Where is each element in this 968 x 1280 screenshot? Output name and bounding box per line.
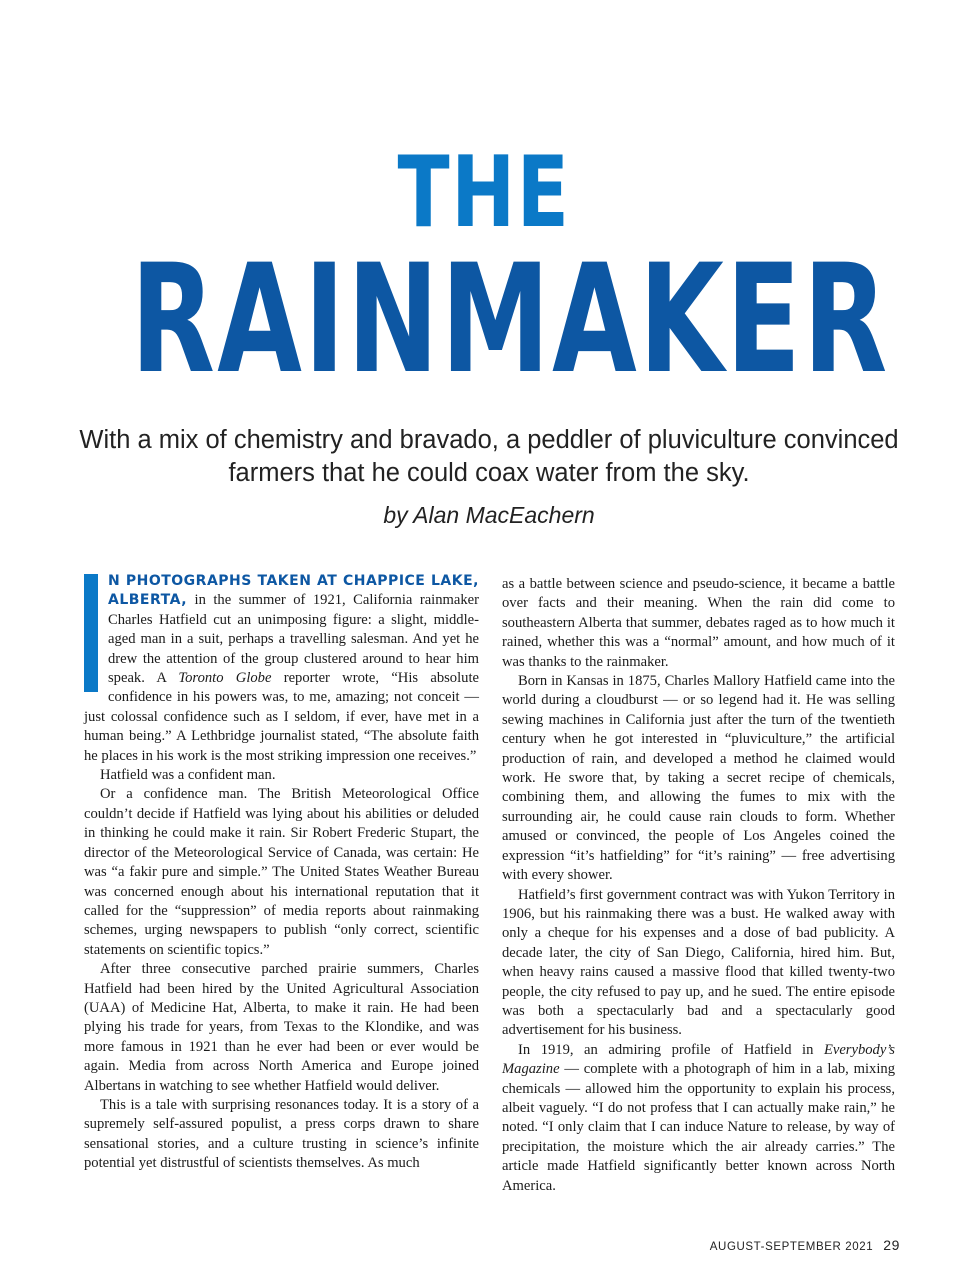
paragraph-text: in the summer of 1921, California rainmaker Charles Hatfield cut an unimposing figure: a slight, middle-aged man in a suit, perhaps a travelling salesman. And yet he drew the attention of the group clustered around to hear him speak. A <box>108 592 479 687</box>
issue-date: AUGUST-SEPTEMBER 2021 <box>709 1241 874 1253</box>
paragraph-text: In 1919, an admiring profile of Hatfield in <box>518 1041 824 1058</box>
publication-name: Everybody’s Magazine <box>502 1041 895 1078</box>
paragraph: Hatfield’s first government contract was with Yukon Territory in 1906, but his rainmaking there was a bust. He walked away with only a cheque for his expenses and a dose of bad publicity. A decade later, the city of San Diego, California, hired him. But, when heavy rains caused a massive flood that killed twenty-two people, the city refused to pay up, and he sued. The entire episode was both a spectacularly bad and a spectacularly good advertisement for his business. <box>502 886 895 1039</box>
byline: by Alan MacEachern <box>383 502 595 528</box>
paragraph: This is a tale with surprising resonances today. It is a story of a supremely self-assured populist, a press corps drawn to share sensational stories, and a culture trusting in science’s infinite potential yet distrustful of scientists themselves. As much <box>84 1096 479 1172</box>
paragraph-opening <box>84 572 479 766</box>
paragraph <box>502 1041 895 1196</box>
drop-cap-bar <box>84 574 98 692</box>
page-number: 29 <box>883 1237 900 1253</box>
paragraph: After three consecutive parched prairie summers, Charles Hatfield had been hired by the United Agricultural Association (UAA) of Medicine Hat, Alberta, to make it rain. He had been plying his trade for years, from Texas to the Klondike, and was more famous in 1921 than he ever had been or ever would be again. Media from across North America and Europe joined Albertans in watching to see whether Hatfield would deliver. <box>84 961 479 1094</box>
paragraph: Hatfield was a confident man. <box>100 767 276 784</box>
page-footer <box>710 1237 900 1253</box>
lead-in-caps: N PHOTOGRAPHS TAKEN AT CHAPPICE LAKE, ALBERTA, <box>108 573 479 609</box>
paragraph: Born in Kansas in 1875, Charles Mallory Hatfield came into the world during a cloudburst — or so legend had it. He was selling sewing machines in California just after the turn of the twentieth century when he got interested in “pluviculture,” the artificial production of rain, and developed a method he claimed would work. He swore that, by taking a secret recipe of chemicals, combining them, and allowing the fumes to mix with the surrounding air, he could cause rain clouds to form. Whether amused or convinced, the people of Los Angeles coined the expression “it’s hatfielding” for “it’s raining” — free advertising with every shower. <box>502 673 895 884</box>
paragraph: Or a confidence man. The British Meteorological Office couldn’t decide if Hatfield was lying about his abilities or deluded in thinking he could make it rain. Sir Robert Frederic Stupart, the director of the Meteorological Service of Canada, was certain: He was “a fakir pure and simple.” The United States Weather Bureau was concerned enough about his international reputation that it called for the “suppression” of media reports about rainmaking schemes, urging newspapers to publish “only correct, scientific statements on scientific topics.” <box>84 786 479 958</box>
article-column-right <box>502 575 895 1196</box>
paragraph-text: — complete with a photograph of him in a lab, mixing chemicals — allowed him the opportunity to explain his process, albeit vaguely. “I do not profess that I can actually make rain,” he noted. “I only claim that I can induce Nature to release, by way of precipitation, the moisture which the air already carries.” The article made Hatfield significantly better known across North America. <box>502 1061 895 1194</box>
subtitle-dek: With a mix of chemistry and bravado, a peddler of pluviculture convinced farmers that he could coax water from the sky. <box>79 426 899 487</box>
publication-name: Toronto Globe <box>178 670 272 687</box>
title-line-rainmaker: RAINMAKER <box>130 233 890 407</box>
paragraph-text: reporter wrote, “His absolute confidence in his powers was, to me, amazing; not conceit — just colossal confidence such as I seldom, if ever, have met in a human being.” A Lethbridge journalist stated, “The absolute faith he places in his work is the most striking impression one receives.” <box>84 670 479 764</box>
title-line-the: THE <box>397 136 571 250</box>
article-column-left <box>84 572 479 1174</box>
paragraph: as a battle between science and pseudo-science, it became a battle over facts and their meaning. When the rain did come to southeastern Alberta that summer, debates raged as to how much it rained, whether this was a “normal” amount, and how much of it was thanks to the rainmaker. <box>502 576 895 670</box>
